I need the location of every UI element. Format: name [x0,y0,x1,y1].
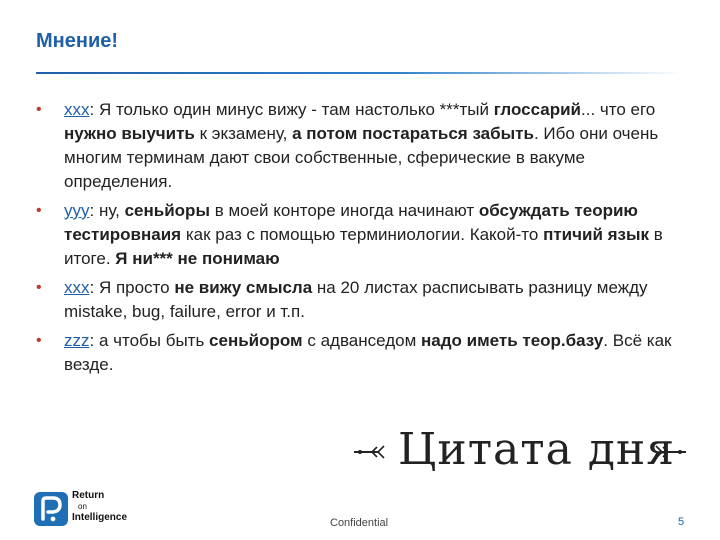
slide-title: Мнение! [36,30,119,52]
bullet-item [36,98,696,194]
author-name: xxx [64,100,90,119]
quote-of-the-day [352,424,692,480]
bullet-item [36,199,696,271]
bullet-item [36,329,696,377]
logo-text [72,490,127,523]
bullet-text: с адванседом [302,331,421,350]
emphasis-text: сеньйоры [124,201,210,220]
emphasis-text: нужно выучить [64,124,195,143]
left-ornament-icon [352,442,386,462]
bullet-text: ... что его [581,100,656,119]
bullet-text: . Всё как везде. [64,331,672,374]
page-number: 5 [678,516,685,528]
quote-title: Цитата дня [398,424,676,475]
bullet-marker-icon: • [36,101,42,118]
bullet-text: . Ибо они очень многим терминам дают свои собственные, сферические в вакуме определения. [64,124,659,191]
emphasis-text: надо иметь теор.базу [421,331,604,350]
right-ornament-icon [654,442,688,462]
bullet-marker-icon: • [36,332,42,349]
confidential-label: Confidential [330,517,389,529]
emphasis-text: глоссарий [493,100,581,119]
bullet-marker-icon: • [36,202,42,219]
author-name: yyy [64,201,90,220]
bullet-text: как раз с помощью терминиологии. Какой-то [181,225,544,244]
bullet-text: : ну, [89,201,125,220]
emphasis-text: сеньйором [209,331,303,350]
company-logo [34,490,154,530]
author-name: zzz [64,331,90,350]
logo-line-3: Intelligence [72,512,128,523]
logo-mark-icon [34,492,68,526]
logo-line-2: on [78,502,87,511]
author-name: xxx [64,278,90,297]
bullet-list [36,98,696,382]
bullet-text: в моей конторе иногда начинают [209,201,479,220]
title-divider [36,72,684,74]
emphasis-text: Я ни*** не понимаю [115,249,280,268]
emphasis-text: обсуждать теорию тестировнаия [64,201,638,244]
emphasis-text: птичий язык [543,225,650,244]
bullet-text: : а чтобы быть [89,331,210,350]
bullet-text: к экзамену, [194,124,293,143]
bullet-text: : Я только один минус вижу - там настолько ***тый [89,100,494,119]
bullet-item [36,276,696,324]
bullet-marker-icon: • [36,279,42,296]
emphasis-text: а потом постараться забыть [292,124,534,143]
bullet-text: в итоге. [64,225,663,268]
logo-line-1: Return [72,490,105,501]
emphasis-text: не вижу смысла [174,278,313,297]
bullet-text: на 20 листах расписывать разницу между mistake, bug, failure, error и т.п. [64,278,648,321]
bullet-text: : Я просто [89,278,175,297]
